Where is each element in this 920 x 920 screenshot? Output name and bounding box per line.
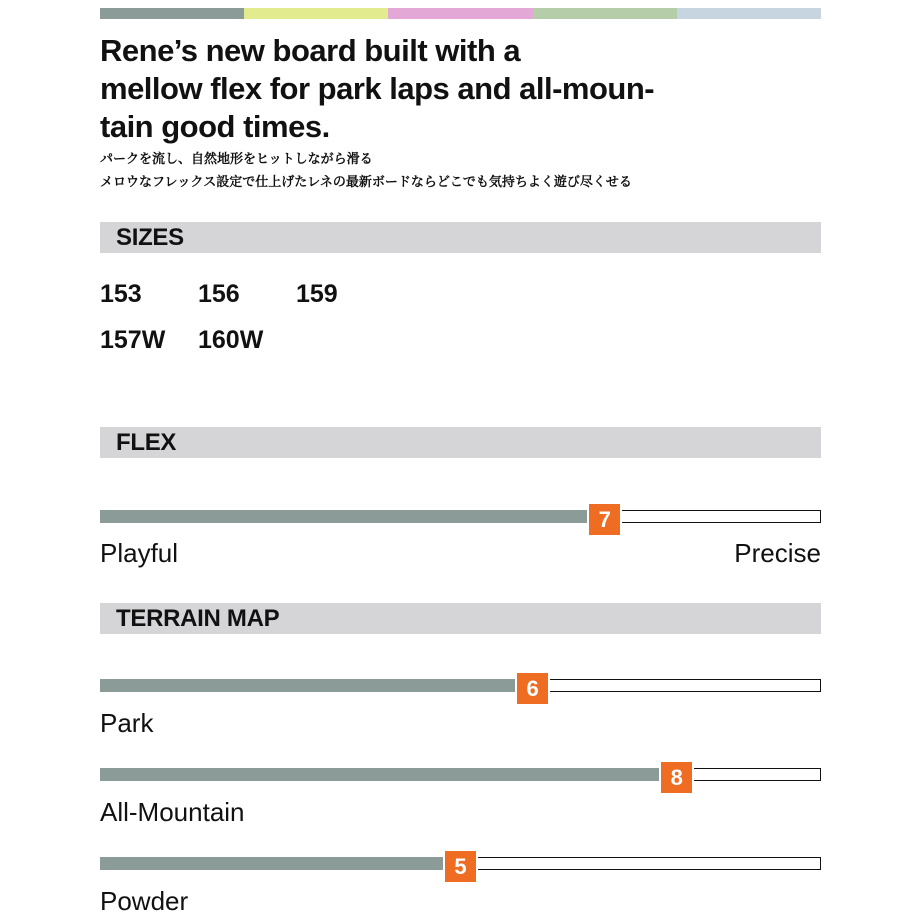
- stripe-segment: [388, 8, 532, 19]
- flex-rating-bar: [100, 507, 821, 532]
- terrain-park-bar: [100, 676, 821, 701]
- size-item: 160W: [198, 326, 264, 354]
- subtitle-jp-1: パークを流し、自然地形をヒットしながら滑る: [100, 151, 373, 166]
- terrain-powder-label: Powder: [100, 886, 189, 916]
- flex-rating-fill: [100, 510, 605, 523]
- flex-label-left: Playful: [100, 538, 179, 568]
- flex-label-right: Precise: [734, 538, 821, 568]
- terrain-all-mountain-label: All-Mountain: [100, 797, 245, 827]
- headline-line: Rene’s new board built with a: [100, 33, 521, 68]
- flex-section-title: FLEX: [100, 427, 821, 458]
- stripe-segment: [677, 8, 821, 19]
- size-item: 159: [296, 280, 338, 308]
- terrain-park-fill: [100, 679, 533, 692]
- terrain-all-mountain-badge: 8: [659, 760, 694, 795]
- terrain-powder-badge: 5: [443, 849, 478, 884]
- terrain-powder-bar: [100, 854, 821, 879]
- subtitle-jp-2: メロウなフレックス設定で仕上げたレネの最新ボードならどこでも気持ちよく遊び尽くせる: [100, 174, 632, 189]
- flex-rating-badge: 7: [587, 502, 622, 537]
- stripe-segment: [244, 8, 388, 19]
- size-item: 156: [198, 280, 240, 308]
- headline: [100, 32, 800, 146]
- size-item: 157W: [100, 326, 166, 354]
- size-item: 153: [100, 280, 142, 308]
- color-stripe: [100, 8, 821, 19]
- headline-line: mellow flex for park laps and all-moun-: [100, 71, 655, 106]
- headline-line: tain good times.: [100, 109, 330, 144]
- terrain-section-title: TERRAIN MAP: [100, 603, 821, 634]
- terrain-all-mountain-bar: [100, 765, 821, 790]
- sizes-section-title: SIZES: [100, 222, 821, 253]
- terrain-park-badge: 6: [515, 671, 550, 706]
- terrain-park-label: Park: [100, 708, 154, 738]
- stripe-segment: [533, 8, 677, 19]
- stripe-segment: [100, 8, 244, 19]
- terrain-powder-fill: [100, 857, 461, 870]
- terrain-all-mountain-fill: [100, 768, 677, 781]
